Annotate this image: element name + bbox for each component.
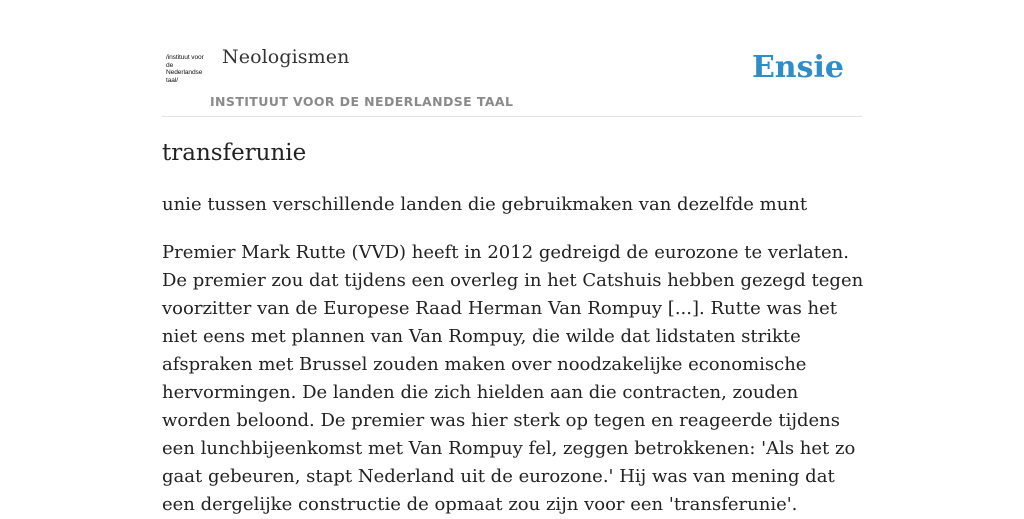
header bbox=[162, 42, 862, 117]
logo-text: /instituut voor de Nederlandse taal/ bbox=[166, 54, 204, 84]
org-name: INSTITUUT VOOR DE NEDERLANDSE TAAL bbox=[210, 94, 514, 109]
entry-example: Premier Mark Rutte (VVD) heeft in 2012 gedreigd de eurozone te verlaten. De premier zou dat tijdens een overleg in het Catshuis hebben gezegd tegen voorzitter van de Europese Raad Herman Van Rompuy [...]. Rutte was het niet eens met plannen van Van Rompuy, die wilde dat lidstaten strikte afspraken met Brussel zouden maken over noodzakelijke economische hervormingen. De landen die zich hielden aan die contracten, zouden worden beloond. De premier was hier sterk op tegen en reageerde tijdens een lunchbijeenkomst met Van Rompuy fel, zeggen betrokkenen: 'Als het zo gaat gebeuren, stapt Nederland uit de eurozone.' Hij was van mening dat een dergelijke constructie de opmaat zou zijn voor een 'transferunie'. bbox=[162, 242, 864, 515]
entry-definition: unie tussen verschillende landen die gebruikmaken van dezelfde munt bbox=[162, 194, 808, 215]
site-name[interactable]: Neologismen bbox=[222, 46, 350, 68]
ensie-logo[interactable]: Ensie bbox=[751, 50, 844, 85]
entry-term: transferunie bbox=[162, 140, 307, 166]
institute-logo[interactable] bbox=[166, 54, 208, 90]
